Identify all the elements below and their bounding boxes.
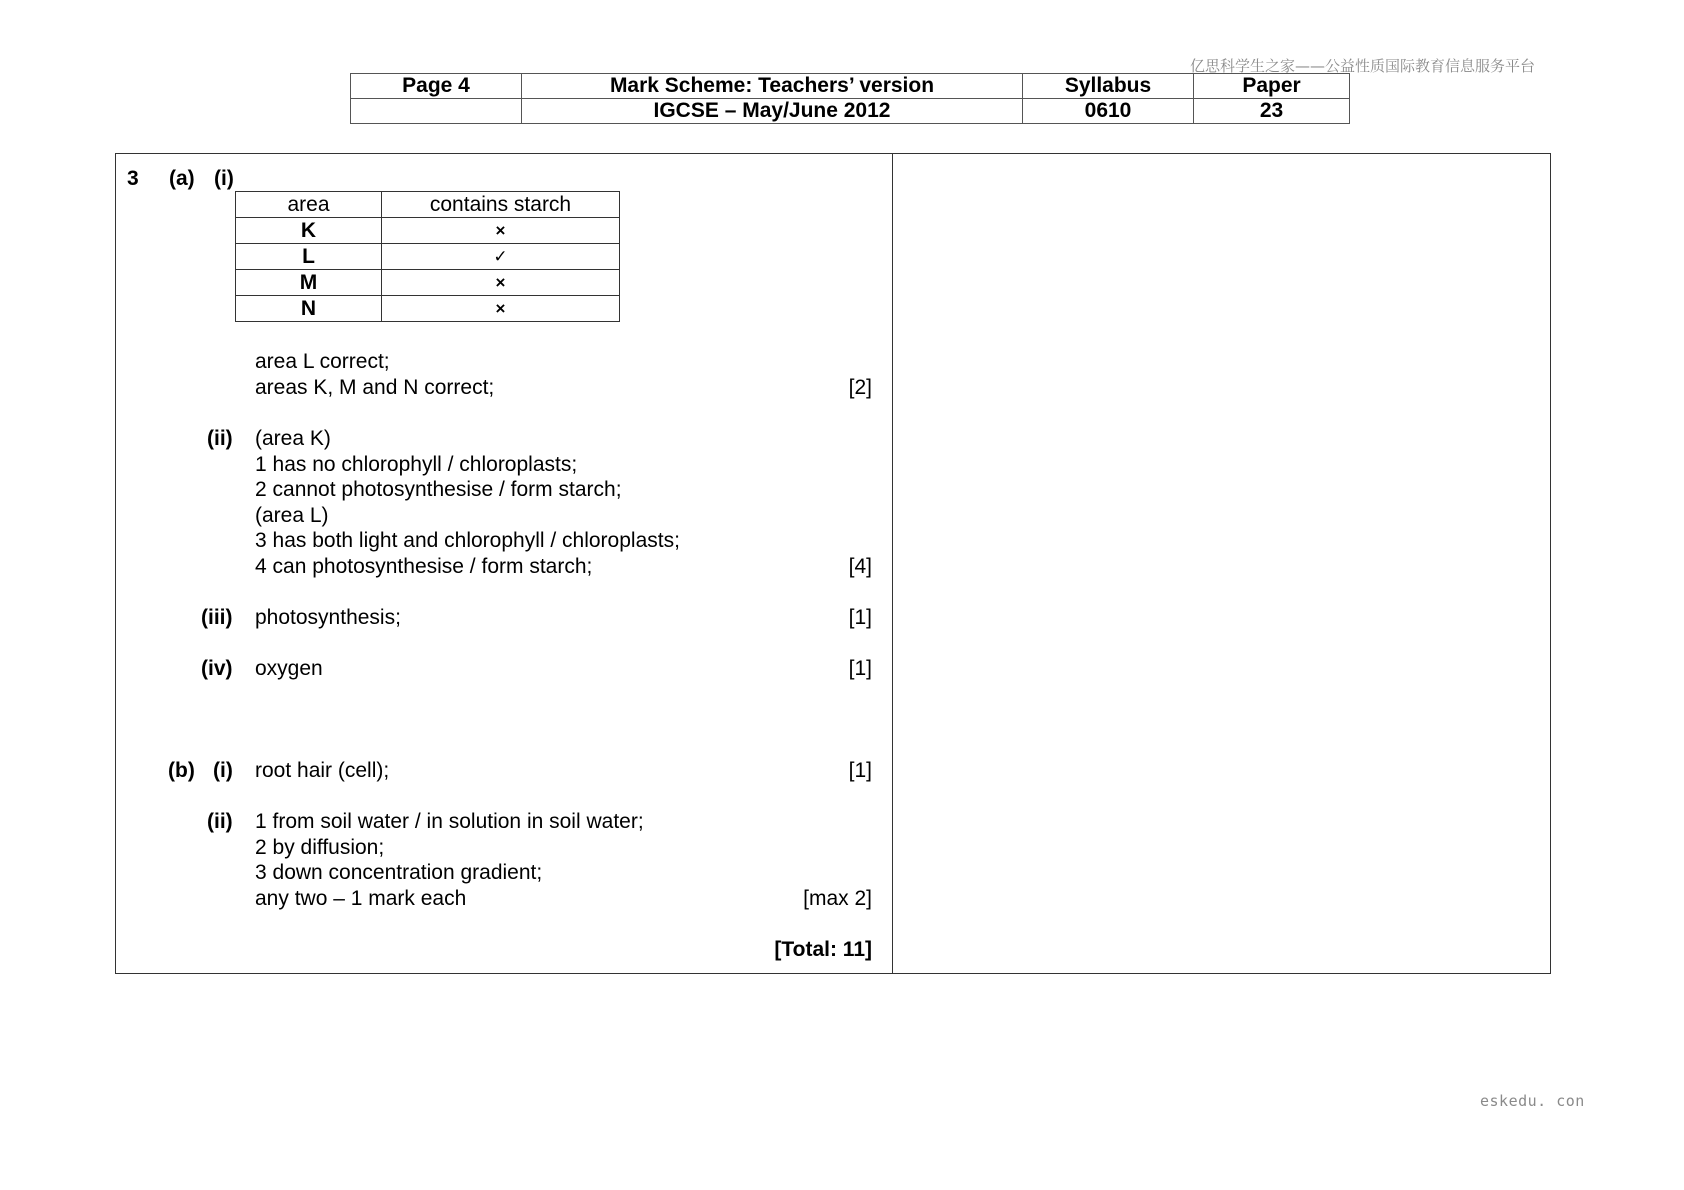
- sub-iii-label: (iii): [201, 606, 233, 629]
- sub-i-label: (i): [214, 167, 234, 190]
- starch-row-area: L: [236, 244, 382, 270]
- starch-row-area: K: [236, 218, 382, 244]
- syllabus-value: 0610: [1023, 99, 1194, 124]
- header-empty-cell: [351, 99, 522, 124]
- mark-value: [max 2]: [803, 887, 872, 910]
- answer-line: area L correct;: [255, 350, 390, 373]
- starch-table-header-area: area: [236, 192, 382, 218]
- mark-value: [2]: [848, 376, 872, 399]
- answer-line: 3 has both light and chlorophyll / chloroplasts;: [255, 529, 680, 552]
- sub-ii-label: (ii): [207, 810, 233, 833]
- watermark-top: 亿思科学生之家——公益性质国际教育信息服务平台: [1190, 57, 1536, 75]
- answer-line: (area L): [255, 504, 329, 527]
- header-table: [350, 73, 1350, 124]
- mark-value: [1]: [848, 759, 872, 782]
- answer-line: (area K): [255, 427, 331, 450]
- check-icon: ✓: [382, 244, 620, 270]
- starch-row-area: N: [236, 296, 382, 322]
- cross-icon: ×: [382, 296, 620, 322]
- mark-value: [4]: [848, 555, 872, 578]
- answer-line: 2 by diffusion;: [255, 836, 385, 859]
- answer-line: 1 has no chlorophyll / chloroplasts;: [255, 453, 578, 476]
- page-number: Page 4: [351, 74, 522, 99]
- part-a-label: (a): [169, 167, 195, 190]
- answer-line: photosynthesis;: [255, 606, 401, 629]
- answer-line: oxygen: [255, 657, 323, 680]
- question-number: 3: [127, 167, 139, 190]
- answer-line: 3 down concentration gradient;: [255, 861, 543, 884]
- cross-icon: ×: [382, 270, 620, 296]
- part-b-label: (b): [168, 759, 195, 782]
- syllabus-label: Syllabus: [1023, 74, 1194, 99]
- starch-table-header-starch: contains starch: [382, 192, 620, 218]
- mark-value: [1]: [848, 657, 872, 680]
- sub-i-label: (i): [213, 759, 233, 782]
- column-divider: [892, 154, 893, 973]
- total-marks: [Total: 11]: [774, 938, 872, 961]
- mark-value: [1]: [848, 606, 872, 629]
- paper-value: 23: [1194, 99, 1350, 124]
- answer-line: root hair (cell);: [255, 759, 390, 782]
- answer-line: any two – 1 mark each: [255, 887, 467, 910]
- answer-line: 1 from soil water / in solution in soil water;: [255, 810, 644, 833]
- paper-label: Paper: [1194, 74, 1350, 99]
- document-title: Mark Scheme: Teachers’ version: [522, 74, 1023, 99]
- watermark-bottom: eskedu. con: [1480, 1092, 1585, 1110]
- cross-icon: ×: [382, 218, 620, 244]
- answer-line: 4 can photosynthesise / form starch;: [255, 555, 593, 578]
- starch-row-area: M: [236, 270, 382, 296]
- exam-name: IGCSE – May/June 2012: [522, 99, 1023, 124]
- answer-line: 2 cannot photosynthesise / form starch;: [255, 478, 622, 501]
- starch-table: [235, 191, 620, 322]
- sub-ii-label: (ii): [207, 427, 233, 450]
- answer-line: areas K, M and N correct;: [255, 376, 495, 399]
- sub-iv-label: (iv): [201, 657, 233, 680]
